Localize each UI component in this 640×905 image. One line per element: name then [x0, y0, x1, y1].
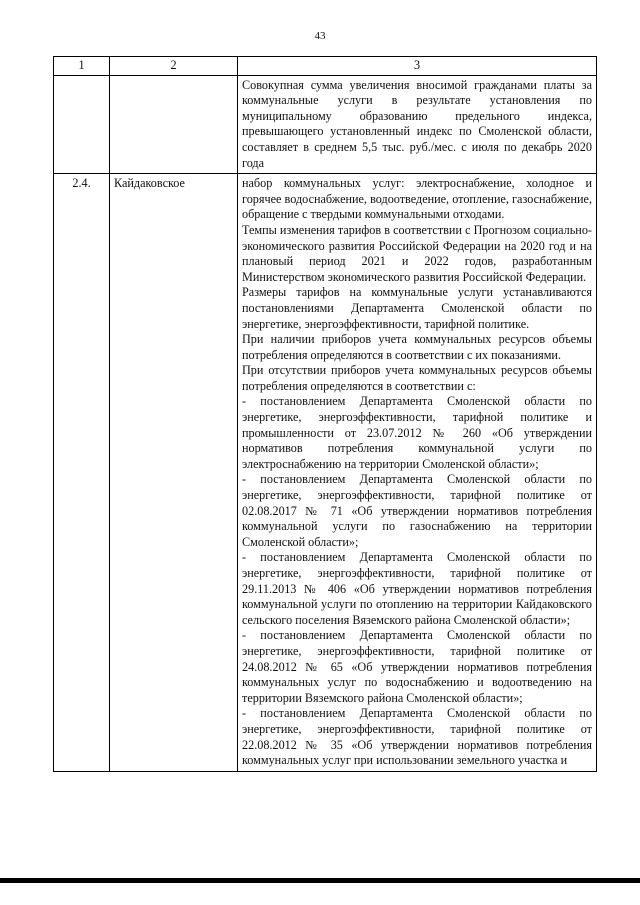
empty-cell [54, 75, 110, 174]
continuation-text: Совокупная сумма увеличения вносимой гражданами платы за коммунальные услуги в результате установления по муниципальному образованию предельного индекса, превышающего установленный индекс по Смоленской области, составляет в среднем 5,5 тыс. руб./мес. с июля по декабрь 2020 года [242, 77, 592, 170]
paragraph: Темпы изменения тарифов в соответствии с Прогнозом социально-экономического развития Российской Федерации на 2020 год и на плановый период 2021 и 2022 годов, разработанным Министерством экономического развития Российской Федерации. [242, 222, 592, 284]
row-description [238, 174, 597, 772]
paragraph: - постановлением Департамента Смоленской области по энергетике, энергоэффективности, тарифной политике от 29.11.2013 № 406 «Об утверждении нормативов потребления коммунальной услуги по отоплению на территории Кайдаковского сельского поселения Вяземского района Смоленской области»; [242, 550, 592, 627]
empty-cell [110, 75, 238, 174]
paragraph: - постановлением Департамента Смоленской области по энергетике, энергоэффективности, тарифной политике от 02.08.2017 № 71 «Об утверждении нормативов потребления коммунальной услуги по газоснабжению на территории Смоленской области»; [242, 472, 592, 549]
column-header-3: 3 [238, 57, 597, 76]
paragraph: - постановлением Департамента Смоленской области по энергетике, энергоэффективности, тарифной политике и промышленности от 23.07.2012 № 260 «Об утверждении нормативов потребления коммунальной услуги по электроснабжению на территории Смоленской области»; [242, 394, 592, 471]
paragraph: - постановлением Департамента Смоленской области по энергетике, энергоэффективности, тарифной политике от 24.08.2012 № 65 «Об утверждении нормативов потребления коммунальных услуг по водоснабжению и водоотведению на территории Вяземского района Смоленской области»; [242, 628, 592, 705]
paragraph: При наличии приборов учета коммунальных ресурсов объемы потребления определяются в соответствии с их показаниями. [242, 332, 592, 362]
table-header-row [54, 57, 597, 76]
page-bottom-border [0, 878, 640, 883]
paragraph: При отсутствии приборов учета коммунальных ресурсов объемы потребления определяются в соответствии с: [242, 363, 592, 393]
column-header-1: 1 [54, 57, 110, 76]
tariff-table [53, 56, 597, 772]
page-number: 43 [314, 30, 326, 42]
paragraph: набор коммунальных услуг: электроснабжение, холодное и горячее водоснабжение, водоотведение, отопление, газоснабжение, обращение с твердыми коммунальными отходами. [242, 176, 592, 222]
paragraph: Размеры тарифов на коммунальные услуги устанавливаются постановлениями Департамента Смоленской области по энергетике, энергоэффективности, тарифной политике. [242, 285, 592, 331]
table-row-kaidakovskoe [54, 174, 597, 772]
row-number: 2.4. [54, 174, 110, 772]
column-header-2: 2 [110, 57, 238, 76]
paragraph: - постановлением Департамента Смоленской области по энергетике, энергоэффективности, тарифной политике от 22.08.2012 № 35 «Об утверждении нормативов потребления коммунальных услуг при использовании земельного участка и [242, 706, 592, 768]
continuation-cell [238, 75, 597, 174]
settlement-name: Кайдаковское [110, 174, 238, 772]
table-row-continuation [54, 75, 597, 174]
